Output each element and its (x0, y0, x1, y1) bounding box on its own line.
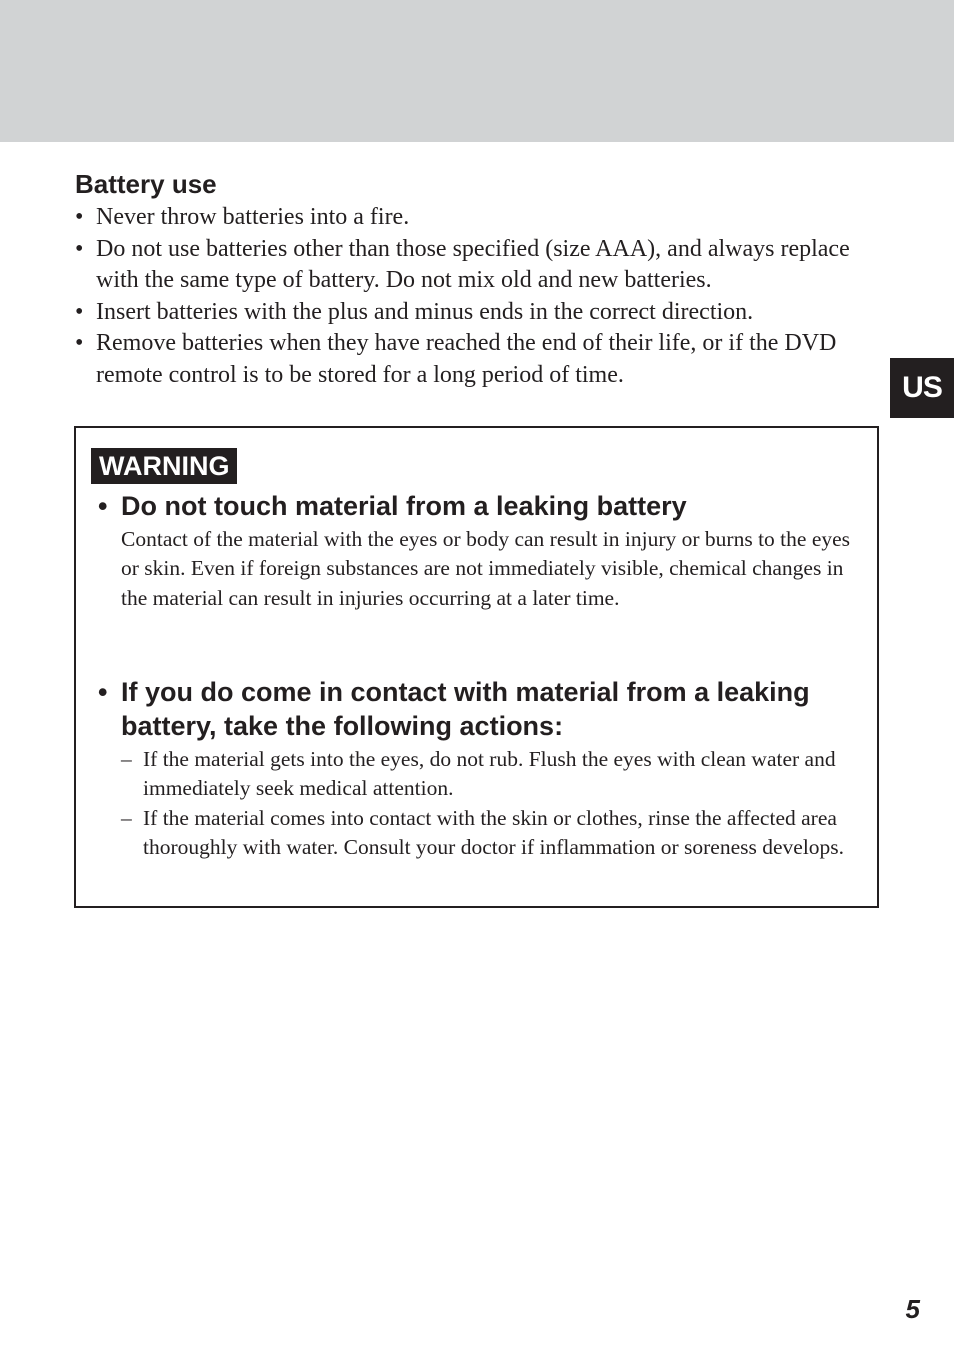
dash-icon: – (121, 747, 132, 771)
language-tab: US (890, 358, 954, 418)
list-item-text: Do not use batteries other than those specified (size AAA), and always replace with the same type of battery. Do not mix old and new batteries. (96, 235, 850, 293)
list-item (121, 804, 881, 863)
list-item (75, 202, 865, 234)
list-item (75, 328, 865, 391)
bullet-icon: • (75, 330, 84, 356)
bullet-icon: • (75, 298, 84, 325)
page-number: 5 (905, 1294, 920, 1324)
list-item (121, 745, 881, 804)
list-item-text: If the material gets into the eyes, do not rub. Flush the eyes with clean water and immediately seek medical attention. (143, 747, 836, 801)
warning-item-title (98, 489, 868, 523)
warning-box (74, 426, 879, 908)
warning-label: WARNING (91, 448, 237, 484)
warning-item-title-text: If you do come in contact with material from a leaking battery, take the following actions: (121, 677, 810, 741)
battery-use-list (75, 202, 865, 391)
list-item (75, 234, 865, 297)
bullet-icon: • (98, 677, 108, 707)
section-title: Battery use (75, 169, 217, 199)
list-item-text: Remove batteries when they have reached the end of their life, or if the DVD remote control is to be stored for a long period of time. (96, 330, 837, 388)
list-item (75, 297, 865, 329)
header-band (0, 0, 954, 142)
warning-item-title (98, 675, 868, 743)
bullet-icon: • (75, 235, 84, 262)
list-item-text: If the material comes into contact with the skin or clothes, rinse the affected area thoroughly with water. Consult your doctor if inflammation or soreness develops. (143, 805, 845, 859)
list-item-text: Never throw batteries into a fire. (96, 204, 410, 230)
warning-item-body: Contact of the material with the eyes or body can result in injury or burns to the eyes or skin. Even if foreign substances are not immediately visible, chemical changes in the material can result in injuries occurring at a later time. (121, 527, 851, 610)
warning-item-title-text: Do not touch material from a leaking battery (121, 491, 687, 521)
action-list (121, 745, 881, 862)
list-item-text: Insert batteries with the plus and minus ends in the correct direction. (96, 298, 754, 325)
dash-icon: – (121, 805, 132, 830)
bullet-icon: • (98, 491, 108, 521)
bullet-icon: • (75, 204, 84, 230)
